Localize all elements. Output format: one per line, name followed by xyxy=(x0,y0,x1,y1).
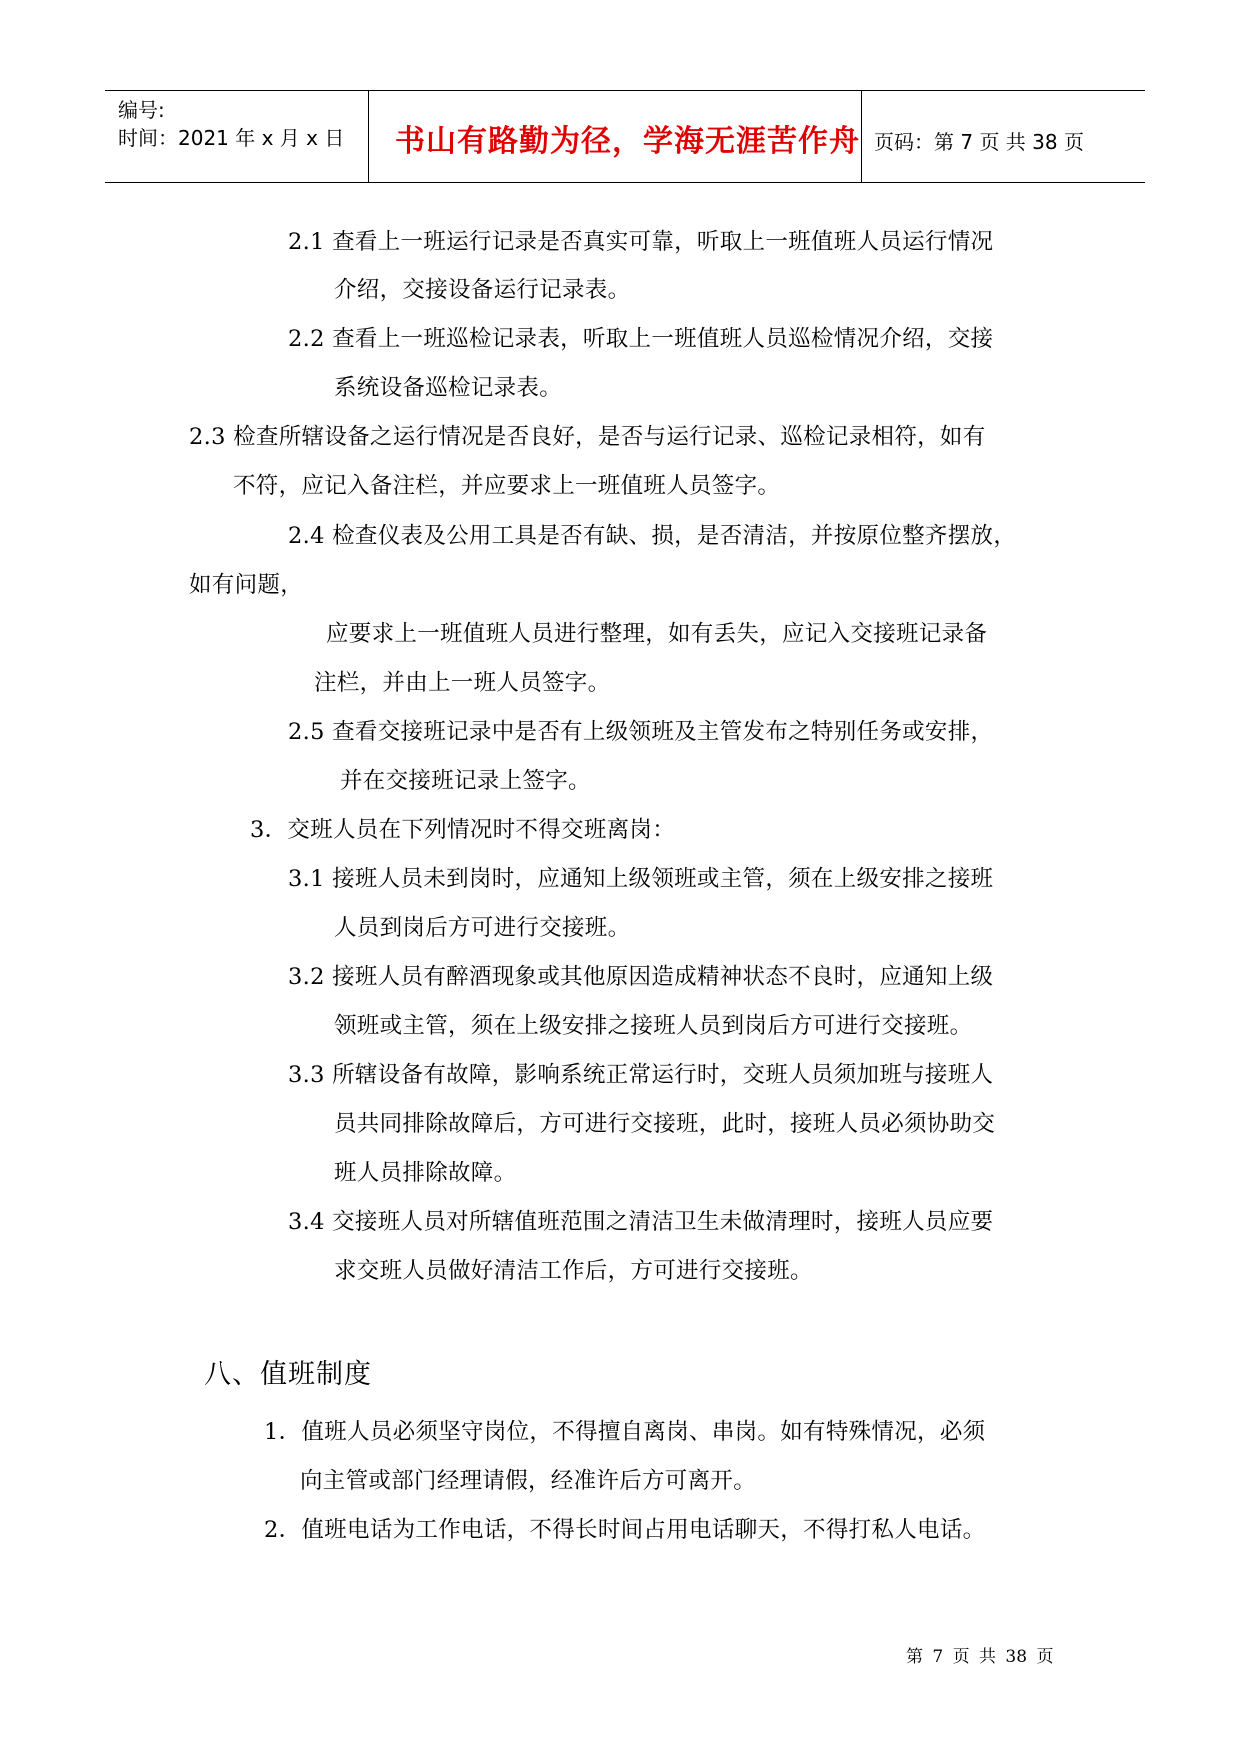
section-line: 2．值班电话为工作电话，不得长时间占用电话聊天，不得打私人电话。 xyxy=(264,1517,986,1543)
body-line: 注栏，并由上一班人员签字。 xyxy=(314,670,611,696)
body-line: 2.4 检查仪表及公用工具是否有缺、损，是否清洁，并按原位整齐摆放， xyxy=(288,523,1017,549)
body-line: 系统设备巡检记录表。 xyxy=(334,375,563,401)
document-time-label: 时间：2021 年 x 月 x 日 xyxy=(118,126,345,150)
body-line: 领班或主管，须在上级安排之接班人员到岗后方可进行交接班。 xyxy=(334,1013,973,1039)
section-line: 1．值班人员必须坚守岗位，不得擅自离岗、串岗。如有特殊情况，必须 xyxy=(264,1419,986,1445)
page-footer: 第 7 页 共 38 页 xyxy=(906,1647,1054,1667)
body-line: 2.3 检查所辖设备之运行情况是否良好，是否与运行记录、巡检记录相符，如有 xyxy=(189,424,986,450)
body-line: 班人员排除故障。 xyxy=(334,1160,517,1186)
body-line: 3．交班人员在下列情况时不得交班离岗： xyxy=(250,817,676,843)
header-bottom-rule xyxy=(105,182,1145,183)
body-line: 并在交接班记录上签字。 xyxy=(340,768,591,794)
body-line: 人员到岗后方可进行交接班。 xyxy=(334,915,631,941)
body-line: 3.3 所辖设备有故障，影响系统正常运行时，交班人员须加班与接班人 xyxy=(288,1062,994,1088)
header-page-label: 页码：第 7 页 共 38 页 xyxy=(874,130,1084,154)
body-line: 2.5 查看交接班记录中是否有上级领班及主管发布之特别任务或安排， xyxy=(288,719,994,745)
body-line: 应要求上一班值班人员进行整理，如有丢失，应记入交接班记录备 xyxy=(326,621,988,647)
body-line: 2.2 查看上一班巡检记录表，听取上一班值班人员巡检情况介绍，交接 xyxy=(288,326,994,352)
body-line: 3.2 接班人员有醉酒现象或其他原因造成精神状态不良时，应通知上级 xyxy=(288,964,994,990)
body-line: 不符，应记入备注栏，并应要求上一班值班人员签字。 xyxy=(233,473,781,499)
section-heading: 八、值班制度 xyxy=(204,1359,372,1390)
body-line: 介绍，交接设备运行记录表。 xyxy=(334,277,631,303)
section-line: 向主管或部门经理请假，经准许后方可离开。 xyxy=(300,1468,757,1494)
document-number-label: 编号: xyxy=(118,98,165,122)
body-line: 3.1 接班人员未到岗时，应通知上级领班或主管，须在上级安排之接班 xyxy=(288,866,994,892)
body-line: 2.1 查看上一班运行记录是否真实可靠，听取上一班值班人员运行情况 xyxy=(288,229,994,255)
body-line: 员共同排除故障后，方可进行交接班，此时，接班人员必须协助交 xyxy=(334,1111,996,1137)
header-motto: 书山有路勤为径，学海无涯苦作舟 xyxy=(395,124,860,159)
body-line: 3.4 交接班人员对所辖值班范围之清洁卫生未做清理时，接班人员应要 xyxy=(288,1209,994,1235)
header-top-rule xyxy=(105,90,1145,91)
body-line: 如有问题， xyxy=(189,572,304,598)
header-divider-left xyxy=(368,91,369,183)
header-divider-right xyxy=(861,91,862,183)
body-line: 求交班人员做好清洁工作后，方可进行交接班。 xyxy=(334,1258,813,1284)
